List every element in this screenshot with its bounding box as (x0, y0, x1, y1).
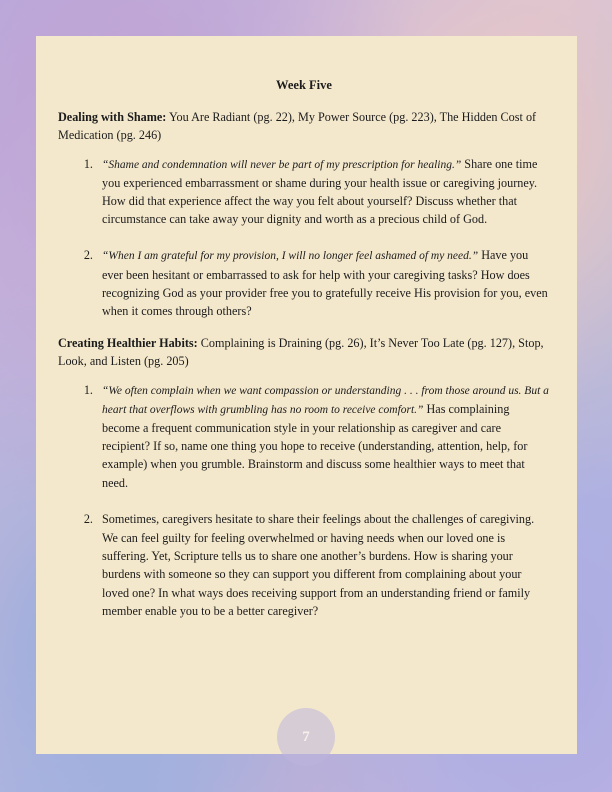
page-sheet (36, 36, 577, 754)
list-item (96, 510, 550, 620)
page-number: 7 (277, 708, 335, 766)
list-item (96, 155, 550, 229)
section-label: Dealing with Shame: (58, 110, 167, 125)
question-text: Have you ever been hesitant or embarrassed to ask for help with your caregiving tasks? How does recognizing God as your provider free you to gratefully receive His provision for you, even when it comes through others? (102, 248, 548, 319)
question-list-shame (58, 155, 550, 321)
question-quote: “We often complain when we want compassion or understanding . . . from those around us. But a heart that overflows with grumbling has no room to receive comfort.” (102, 384, 549, 416)
section-references: You Are Radiant (pg. 22), My Power Source (pg. 223), The Hidden Cost of Medication (pg. 246) (58, 110, 537, 143)
list-item (96, 246, 550, 320)
section-references: Complaining is Draining (pg. 26), It’s Never Too Late (pg. 127), Stop, Look, and Listen (pg. 205) (58, 336, 544, 369)
question-quote: “When I am grateful for my provision, I will no longer feel ashamed of my need.” (102, 250, 479, 263)
question-list-habits (58, 381, 550, 620)
question-quote: “Shame and condemnation will never be part of my prescription for healing.” (102, 158, 462, 171)
question-text: Sometimes, caregivers hesitate to share their feelings about the challenges of caregiving. We can feel guilty for feeling overwhelmed or having needs when our loved one is suffering. Yet, Scripture tells us to share one another’s burdens. How is sharing your burdens with someone so they can support you different from complaining about your loved one? In what ways does receiving support from an understanding friend or family member enable you to be a better caregiver? (102, 511, 535, 618)
question-text: Share one time you experienced embarrassment or shame during your health issue or caregiving journey. How did that experience affect the way you felt about yourself? Discuss whether that circumstance can take away your dignity and worth as a precious child of God. (102, 156, 538, 227)
page-content (58, 76, 550, 634)
page-title: Week Five (276, 78, 332, 92)
list-item (96, 381, 550, 492)
section-heading-habits (58, 334, 550, 370)
section-label: Creating Healthier Habits: (58, 336, 198, 351)
question-text: Has complaining become a frequent communication style in your relationship as caregiver and care recipient? If so, name one thing you hope to receive (understanding, attention, help, for example) when you grumble. Brainstorm and discuss some healthier ways to meet that need. (102, 401, 528, 490)
section-heading-shame (58, 108, 550, 144)
